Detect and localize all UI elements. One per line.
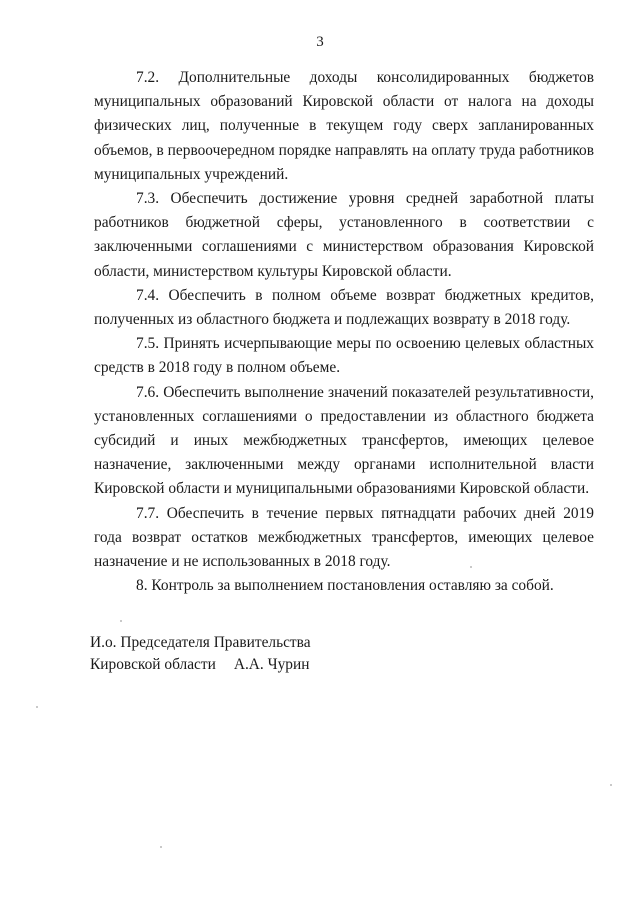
signatory-region: Кировской области: [90, 656, 216, 673]
paragraph-7-5: 7.5. Принять исчерпывающие меры по освоению целевых областных средств в 2018 году в полном объеме.: [94, 335, 594, 377]
signatory-title: И.о. Председателя Правительства: [90, 634, 311, 651]
page-number: 3: [316, 34, 324, 50]
scan-speck: [470, 566, 472, 568]
signature-block: [90, 632, 311, 676]
paragraph-7-7: 7.7. Обеспечить в течение первых пятнадцати рабочих дней 2019 года возврат остатков межбюджетных трансфертов, имеющих целевое назначение и не использованных в 2018 году.: [94, 504, 594, 571]
scan-speck: [610, 784, 612, 786]
paragraph-7-3: 7.3. Обеспечить достижение уровня средней заработной платы работников бюджетной сферы, установленного в соответствии с заключенными соглашениями с министерством образования Кировской области, министерством культуры Кировской области.: [94, 190, 594, 280]
signatory-region-line: [90, 654, 311, 676]
paragraph-8: 8. Контроль за выполнением постановления оставляю за собой.: [136, 577, 554, 595]
signatory-name: А.А. Чурин: [233, 656, 310, 673]
paragraph-7-4: 7.4. Обеспечить в полном объеме возврат бюджетных кредитов, полученных из областного бюджета и подлежащих возврату в 2018 году.: [94, 286, 594, 329]
paragraph-7-2: 7.2. Дополнительные доходы консолидированных бюджетов муниципальных образований Кировской области от налога на доходы физических лиц, полученные в текущем году сверх запланированных объемов, в первоочередном порядке направлять на оплату труда работников муниципальных учреждений.: [94, 69, 594, 183]
scan-speck: [36, 706, 38, 708]
paragraph-7-6: 7.6. Обеспечить выполнение значений показателей результативности, установленных соглашениями о предоставлении из областного бюджета субсидий и иных межбюджетных трансфертов, имеющих целевое назначение, заключенными между органами исполнительной власти Кировской области и муниципальными образованиями Кировской области.: [94, 383, 594, 498]
scan-speck: [160, 846, 162, 848]
document-body: [94, 66, 594, 598]
scan-speck: [120, 620, 122, 622]
